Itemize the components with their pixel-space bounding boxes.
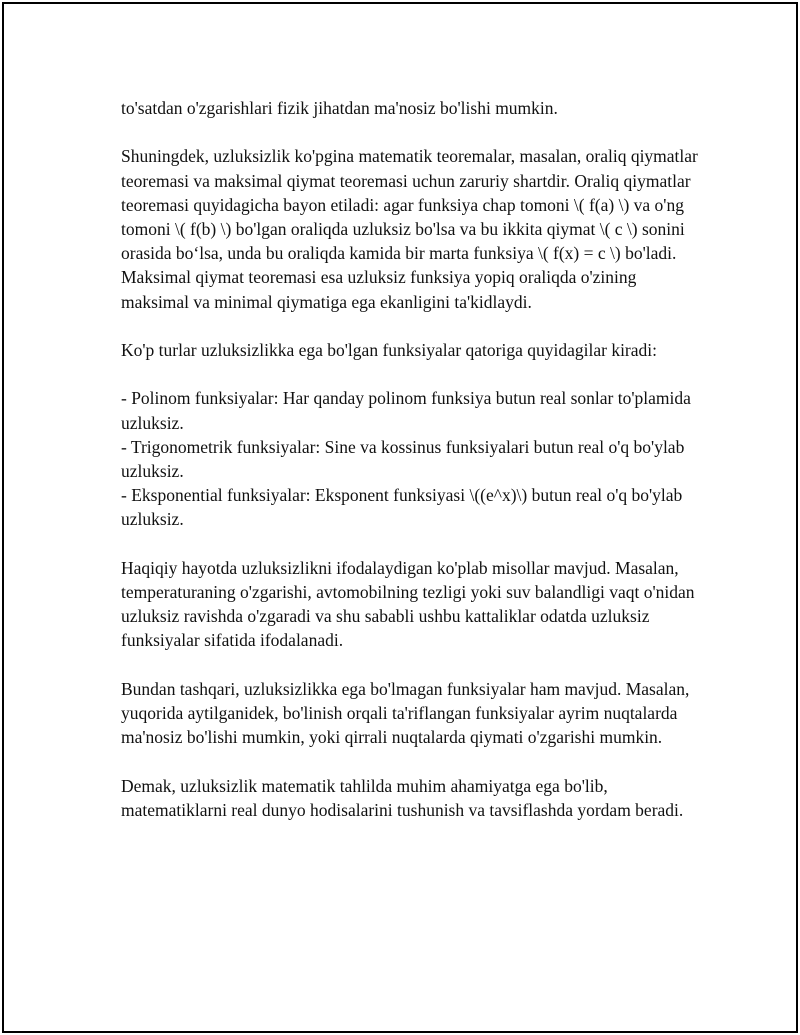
paragraph-real-life-examples: Haqiqiy hayotda uzluksizlikni ifodalaydigan ko'plab misollar mavjud. Masalan, temperaturaning o'zgarishi, avtomobilning tezligi yoki suv balandligi vaqt o'nidan uzluksiz ravishda o'zgaradi va shu sababli ushbu kattaliklar odatda uzluksiz funksiyalar sifatida ifodalanadi. (121, 557, 695, 651)
paragraph-list-intro: Ko'p turlar uzluksizlikka ega bo'lgan funksiyalar qatoriga quyidagilar kiradi: (121, 340, 658, 360)
paragraph-discontinuous-functions: Bundan tashqari, uzluksizlikka ega bo'lmagan funksiyalar ham mavjud. Masalan, yuqorida aytilganidek, bo'linish orqali ta'riflangan funksiyalar ayrim nuqtalarda ma'nosiz bo'lishi mumkin, yoki qirrali nuqtalarda qiymati o'zgarishi mumkin. (121, 678, 690, 748)
list-item-trigonometric: - Trigonometrik funksiyalar: Sine va kossinus funksiyalari butun real o'q bo'ylab uzluksiz. (121, 436, 685, 481)
document-body (121, 96, 701, 846)
page-frame (2, 2, 798, 1033)
continuous-functions-list (121, 386, 701, 531)
list-item-exponential: - Eksponential funksiyalar: Eksponent funksiyasi \((e^x)\) butun real o'q bo'ylab uzluksiz. (121, 485, 683, 530)
paragraph-continuation: to'satdan o'zgarishlari fizik jihatdan ma'nosiz bo'lishi mumkin. (121, 98, 558, 118)
paragraph-conclusion: Demak, uzluksizlik matematik tahlilda muhim ahamiyatga ega bo'lib, matematiklarni real dunyo hodisalarini tushunish va tavsiflashda yordam beradi. (121, 775, 684, 820)
list-item-polynomial: - Polinom funksiyalar: Har qanday polinom funksiya butun real sonlar to'plamida uzluksiz. (121, 388, 691, 433)
paragraph-theorems: Shuningdek, uzluksizlik ko'pgina matematik teoremalar, masalan, oraliq qiymatlar teoremasi va maksimal qiymat teoremasi uchun zaruriy shartdir. Oraliq qiymatlar teoremasi quyidagicha bayon etiladi: agar funksiya chap tomoni \( f(a) \) va o'ng tomoni \( f(b) \) bo'lgan oraliqda uzluksiz bo'lsa va bu ikkita qiymat \( c \) sonini orasida bo‘lsa, unda bu oraliqda kamida bir marta funksiya \( f(x) = c \) bo'ladi. Maksimal qiymat teoremasi esa uzluksiz funksiya yopiq oraliqda o'zining maksimal va minimal qiymatiga ega ekanligini ta'kidlaydi. (121, 146, 698, 312)
